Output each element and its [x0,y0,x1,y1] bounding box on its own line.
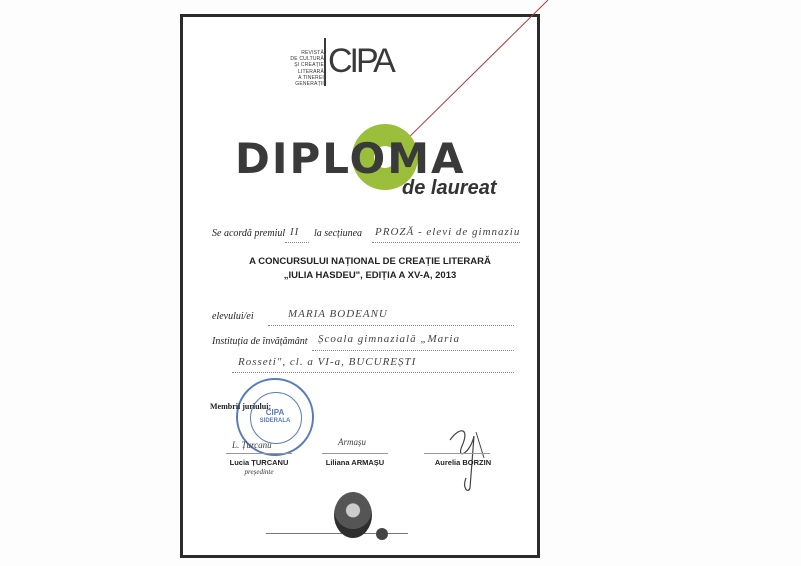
logo-tagline-line: REVISTĂ [301,50,324,56]
diploma-subtitle: de laureat [402,177,497,199]
portrait-image [334,492,372,538]
school-value-1: Școala gimnazială „Maria [318,333,460,345]
student-value: MARIA BODEANU [288,308,388,320]
jury-member-role: președinte [244,468,274,476]
jury-member-name: Lucia ȚURCANU [229,458,289,467]
signature-armasu: Armașu [338,437,367,447]
logo-divider [324,38,326,86]
jury-title: Membrii juriului: [210,402,272,411]
diploma-title: DIPLOMA [235,134,466,183]
signature-line [424,453,490,454]
school-value-2: Rosseti", cl. a VI-a, BUCUREȘTI [238,356,417,368]
ornament-icon [376,528,388,540]
jury-member-name: Liliana ARMAȘU [325,458,385,467]
stamp-sub: SIDERALA [259,418,291,424]
school-underline-2 [232,372,514,373]
prize-underline [285,242,309,243]
contest-line-1: A CONCURSULUI NAȚIONAL DE CREAȚIE LITERARĂ [249,256,491,267]
student-label: elevului/ei [212,311,254,322]
logo-wordmark: CIPA [328,42,393,80]
logo-tagline-line: LITERARĂ [297,68,324,75]
school-underline-1 [312,350,514,351]
school-label: Instituția de învățământ [212,336,308,347]
logo-tagline-line: DE CULTURĂ [290,56,324,63]
prize-label: Se acordă premiul [212,228,286,239]
jury-member-name: Aurelia BORZIN [434,458,492,467]
signature-line [226,453,292,454]
signature-turcanu: L. Țurcanu [232,440,272,450]
section-value: PROZĂ - elevi de gimnaziu [375,226,521,238]
contest-line-2: „IULIA HASDEU", EDIȚIA A XV-A, 2013 [283,270,457,281]
logo-tagline-line: A TINEREI [298,74,324,81]
section-underline [372,242,520,243]
prize-value: II [290,226,300,238]
stamp-name: CIPA [265,408,285,417]
logo-tagline [280,50,324,87]
logo-tagline-line: GENERAȚII [295,81,324,88]
student-underline [268,325,514,326]
logo-tagline-line: ȘI CREAȚIE [294,62,324,69]
signature-line [322,453,388,454]
section-label: la secțiunea [314,228,363,239]
